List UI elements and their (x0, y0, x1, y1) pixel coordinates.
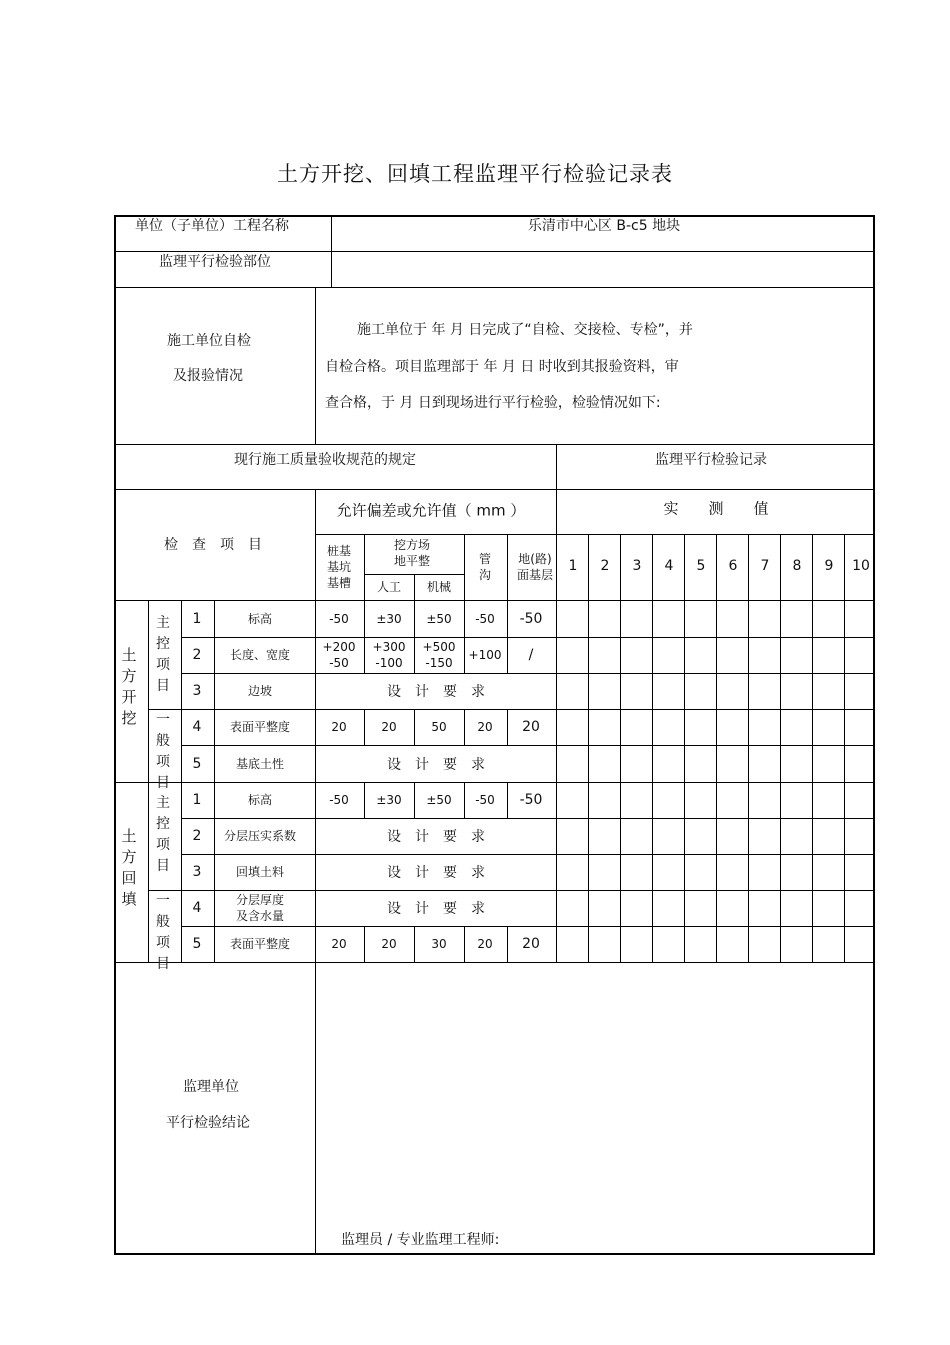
tolerance-value: -50 (329, 793, 349, 807)
col-machine: 机械 (426, 580, 452, 594)
col-divider (507, 782, 508, 819)
col-manual: 人工 (376, 580, 402, 594)
self-check-label-line1: 施工单位自检 (167, 333, 251, 349)
self-check-text-line3: 查合格，于 月 日到现场进行平行检验，检验情况如下: (325, 395, 661, 411)
row-divider (181, 926, 875, 927)
item-header: 检 查 项 目 (164, 537, 262, 553)
page-title: 土方开挖、回填工程监理平行检验记录表 (277, 162, 673, 186)
col-divider (556, 444, 557, 963)
row-divider (114, 600, 875, 601)
col-divider (684, 534, 685, 963)
measure-col-4: 4 (664, 558, 674, 574)
conclusion-label-line1: 监理单位 (183, 1079, 239, 1095)
tolerance-value: +200 -50 (322, 640, 356, 670)
tolerance-value: +100 (468, 648, 502, 662)
row-divider (181, 673, 875, 674)
item-number: 1 (192, 792, 202, 808)
tolerance-value: ±50 (426, 793, 452, 807)
col-divider (414, 926, 415, 963)
tolerance-value: -50 (329, 612, 349, 626)
measured-header: 实 测 值 (663, 499, 769, 518)
item-number: 1 (192, 611, 202, 627)
row-divider (181, 637, 875, 638)
item-name: 标高 (247, 793, 273, 807)
record-header: 监理平行检验记录 (655, 452, 767, 468)
tolerance-value: 20 (331, 937, 347, 951)
design-requirement: 设 计 要 求 (387, 901, 485, 917)
measure-col-3: 3 (632, 558, 642, 574)
col-divider (464, 926, 465, 963)
row-divider (315, 534, 875, 535)
group-excavation-general: 一般项目 (156, 712, 170, 791)
group-backfill-general: 一般项目 (156, 893, 170, 972)
col-pile: 桩基 基坑 基槽 (326, 544, 352, 590)
col-divider (464, 534, 465, 674)
measure-col-10: 10 (852, 558, 870, 574)
item-number: 3 (192, 683, 202, 699)
project-name-value: 乐清市中心区 B-c5 地块 (527, 218, 681, 234)
col-divider (315, 287, 316, 445)
design-requirement: 设 计 要 求 (387, 684, 485, 700)
col-divider (414, 574, 415, 674)
col-divider (844, 534, 845, 963)
tolerance-value: +500 -150 (422, 640, 456, 670)
tolerance-value: / (528, 647, 534, 663)
design-requirement: 设 计 要 求 (387, 757, 485, 773)
row-divider (114, 962, 875, 963)
item-number: 4 (192, 900, 202, 916)
row-divider (181, 854, 875, 855)
tolerance-value: ±30 (376, 612, 402, 626)
measure-col-2: 2 (600, 558, 610, 574)
row-divider (181, 818, 875, 819)
tolerance-value: 20 (522, 719, 540, 735)
tolerance-value: 20 (477, 720, 493, 734)
item-name: 分层厚度 及含水量 (235, 893, 285, 923)
project-name-label: 单位（子单位）工程名称 (135, 218, 289, 234)
col-pipe: 管 沟 (478, 552, 492, 582)
self-check-text-line1: 施工单位于 年 月 日完成了“自检、交接检、专检”，并 (357, 322, 693, 338)
measure-col-8: 8 (792, 558, 802, 574)
measure-col-6: 6 (728, 558, 738, 574)
tolerance-value: -50 (475, 793, 495, 807)
item-number: 4 (192, 719, 202, 735)
self-check-text-line2: 自检合格。项目监理部于 年 月 日 时收到其报验资料，审 (325, 359, 679, 375)
col-divider (507, 709, 508, 746)
col-divider (507, 926, 508, 963)
tolerance-value: 20 (477, 937, 493, 951)
tolerance-header: 允许偏差或允许值（ mm ） (336, 501, 526, 520)
item-name: 边坡 (247, 684, 273, 698)
item-name: 分层压实系数 (223, 829, 297, 843)
row-divider (114, 782, 875, 783)
col-divider (181, 600, 182, 963)
item-name: 长度、宽度 (229, 648, 291, 662)
col-divider (507, 534, 508, 674)
row-divider (148, 709, 875, 710)
conclusion-label-line2: 平行检验结论 (166, 1115, 250, 1131)
col-divider (414, 782, 415, 819)
supervisor-signature: 监理员 / 专业监理工程师: (341, 1232, 500, 1248)
row-divider (114, 489, 875, 490)
col-divider (364, 926, 365, 963)
tolerance-value: 20 (331, 720, 347, 734)
item-name: 表面平整度 (229, 937, 291, 951)
design-requirement: 设 计 要 求 (387, 865, 485, 881)
item-name: 标高 (247, 612, 273, 626)
col-divider (414, 709, 415, 746)
col-divider (148, 600, 149, 963)
measure-col-1: 1 (568, 558, 578, 574)
inspection-part-label: 监理平行检验部位 (159, 254, 271, 270)
measure-col-9: 9 (824, 558, 834, 574)
tolerance-value: 30 (431, 937, 447, 951)
measure-col-5: 5 (696, 558, 706, 574)
col-road: 地(路) 面基层 (516, 552, 554, 582)
group-excavation-main: 主控项目 (156, 615, 170, 694)
tolerance-value: -50 (475, 612, 495, 626)
item-number: 3 (192, 864, 202, 880)
col-divider (214, 600, 215, 963)
tolerance-value: ±30 (376, 793, 402, 807)
col-divider (464, 782, 465, 819)
item-name: 回填土料 (235, 865, 285, 879)
tolerance-value: 50 (431, 720, 447, 734)
row-divider (148, 890, 875, 891)
tolerance-value: -50 (519, 792, 543, 808)
tolerance-value: -50 (519, 611, 543, 627)
row-divider (114, 251, 331, 252)
col-divider (364, 782, 365, 819)
col-divider (588, 534, 589, 963)
tolerance-value: ±50 (426, 612, 452, 626)
group-backfill: 土方回填 (121, 827, 137, 908)
self-check-label-line2: 及报验情况 (173, 368, 243, 384)
col-divider (652, 534, 653, 963)
col-divider (315, 489, 316, 1255)
col-divider (716, 534, 717, 963)
col-site-level: 挖方场 地平整 (393, 538, 431, 568)
col-divider (780, 534, 781, 963)
item-name: 基底土性 (235, 757, 285, 771)
col-divider (464, 709, 465, 746)
item-number: 5 (192, 936, 202, 952)
col-divider (331, 215, 332, 288)
item-number: 2 (192, 828, 202, 844)
col-divider (620, 534, 621, 963)
item-number: 2 (192, 647, 202, 663)
design-requirement: 设 计 要 求 (387, 829, 485, 845)
col-divider (364, 709, 365, 746)
row-divider (331, 251, 875, 252)
measure-col-7: 7 (760, 558, 770, 574)
tolerance-value: 20 (381, 720, 397, 734)
tolerance-value: +300 -100 (372, 640, 406, 670)
group-excavation: 土方开挖 (121, 646, 137, 727)
group-backfill-main: 主控项目 (156, 795, 170, 874)
col-divider (812, 534, 813, 963)
col-divider (364, 534, 365, 674)
tolerance-value: 20 (522, 936, 540, 952)
row-divider (114, 444, 875, 445)
row-divider (114, 287, 875, 288)
tolerance-value: 20 (381, 937, 397, 951)
col-divider (748, 534, 749, 963)
row-divider (181, 745, 875, 746)
item-number: 5 (192, 756, 202, 772)
spec-header: 现行施工质量验收规范的规定 (234, 452, 416, 468)
item-name: 表面平整度 (229, 720, 291, 734)
